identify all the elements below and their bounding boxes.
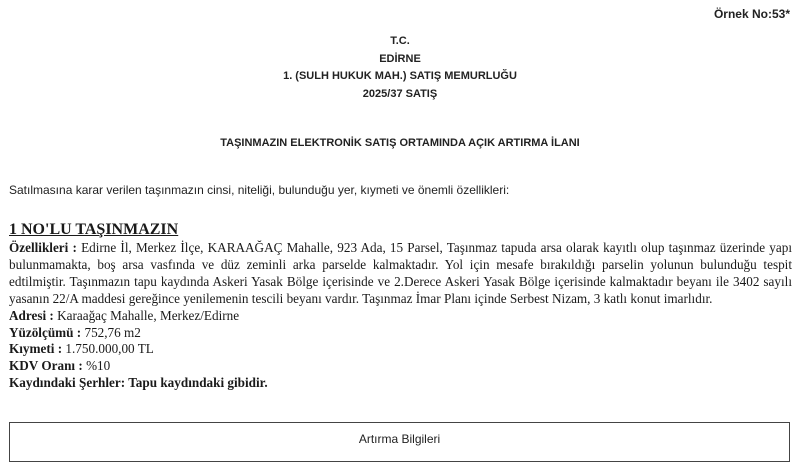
header-line-tc: T.C.: [390, 35, 410, 47]
intro-text: Satılmasına karar verilen taşınmazın cinsi, niteliği, bulunduğu yer, kıymeti ve önemli özellikleri:: [9, 183, 510, 197]
property-area: [9, 325, 792, 342]
property-section: [9, 220, 792, 392]
rights-value: Tapu kaydındaki gibidir.: [128, 375, 268, 391]
property-features: [9, 240, 792, 308]
header-line-office: 1. (SULH HUKUK MAH.) SATIŞ MEMURLUĞU: [283, 70, 517, 82]
document-header: [0, 33, 800, 103]
header-line-case-no: 2025/37 SATIŞ: [362, 87, 438, 100]
rights-label: Kaydındaki Şerhler:: [9, 375, 129, 391]
vat-value: %10: [86, 358, 111, 374]
value-amount: 1.750.000,00 TL: [65, 341, 154, 357]
sample-number: Örnek No:53*: [713, 7, 790, 21]
property-address: [9, 308, 792, 325]
auction-info-box: [9, 422, 790, 462]
area-label: Yüzölçümü :: [9, 324, 85, 340]
vat-label: KDV Oranı :: [9, 358, 87, 374]
property-title: 1 NO'LU TAŞINMAZIN: [9, 221, 179, 238]
header-line-city: EDİRNE: [379, 52, 421, 65]
features-value: Edirne İl, Merkez İlçe, KARAAĞAÇ Mahalle, 923 Ada, 15 Parsel, Taşınmaz tapuda arsa olarak kayıtlı olup taşınmaz üzerinde yapı bulunmamakta, boş arsa vasfında ve düz zeminli arka parselde kalmaktadır. Yol için mesafe bırakıldığı parselin yolunun bulunduğu tespit edtilmiştir. Taşınmazın tapu kaydında Askeri Yasak Bölge içerisinde ve 2.Derece Askeri Yasak Bölge içerisinde kalmaktadır beyanı ile 3402 sayılı yasanın 22/A maddesi gereğince yenilemenin tescili beyanı vardır. Taşınmaz İmar Planı içinde Serbest Nizam, 3 katlı konut imarlıdır.: [9, 240, 793, 306]
value-label: Kıymeti :: [9, 341, 66, 357]
property-value: [9, 341, 792, 358]
auction-info-label: Artırma Bilgileri: [358, 432, 441, 446]
property-rights: [9, 375, 792, 392]
area-value: 752,76 m2: [84, 324, 141, 340]
notice-title: TAŞINMAZIN ELEKTRONİK SATIŞ ORTAMINDA AÇIK ARTIRMA İLANI: [220, 137, 580, 149]
property-vat: [9, 358, 792, 375]
address-label: Adresi :: [9, 307, 58, 323]
address-value: Karaağaç Mahalle, Merkez/Edirne: [57, 307, 240, 323]
features-label: Özellikleri :: [9, 240, 82, 255]
